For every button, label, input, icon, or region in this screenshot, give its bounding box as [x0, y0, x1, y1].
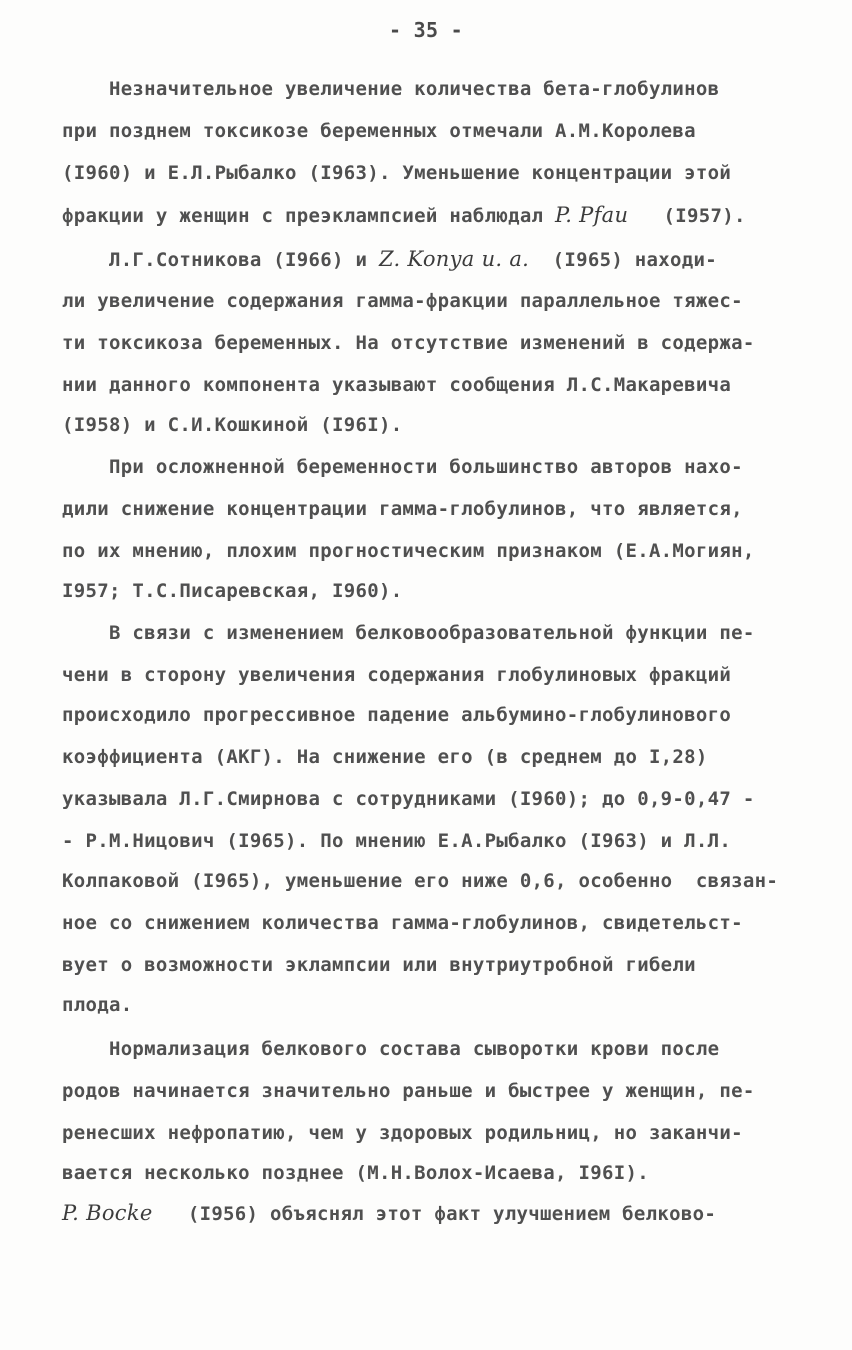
text-line: [62, 288, 743, 314]
line-text: указывала Л.Г.Смирнова с сотрудниками (I960); до 0,9-0,47 -: [62, 788, 755, 810]
line-text: - Р.М.Ницович (I965). По мнению Е.А.Рыбалко (I963) и Л.Л.: [62, 830, 732, 852]
text-line: [62, 246, 717, 272]
text-line: [62, 1036, 719, 1062]
text-line: [62, 620, 755, 646]
text-line: [62, 1120, 743, 1146]
line-text: дили снижение концентрации гамма-глобулинов, что является,: [62, 498, 743, 520]
line-text: В связи с изменением белковообразовательной функции пе-: [62, 622, 755, 644]
text-line: [62, 118, 696, 144]
text-line: [62, 412, 402, 438]
text-line: [62, 330, 755, 356]
text-line: [62, 1160, 649, 1186]
text-line: [62, 952, 696, 978]
text-line: [62, 702, 731, 728]
text-line: [62, 76, 719, 102]
line-text: ное со снижением количества гамма-глобулинов, свидетельст-: [62, 912, 743, 934]
text-line: [62, 160, 731, 186]
text-line: [62, 538, 755, 564]
handwritten-name: P. Pfau: [555, 203, 629, 227]
line-text: (I965) находи-: [529, 249, 717, 271]
text-line: [62, 910, 743, 936]
handwritten-name: P. Bocke: [62, 1201, 153, 1225]
line-text: ти токсикоза беременных. На отсутствие изменений в содержа-: [62, 332, 755, 354]
text-line: [62, 454, 743, 480]
text-line: [62, 372, 731, 398]
line-text: Нормализация белкового состава сыворотки крови после: [62, 1038, 720, 1060]
text-line: [62, 786, 755, 812]
line-text: I957; Т.С.Писаревская, I960).: [62, 580, 403, 602]
text-line: [62, 1200, 716, 1226]
text-line: [62, 202, 746, 228]
line-text: фракции у женщин с преэклампсией наблюдал: [62, 205, 556, 227]
line-text: родов начинается значительно раньше и быстрее у женщин, пе-: [62, 1080, 755, 1102]
line-text: плода.: [62, 994, 133, 1016]
text-line: [62, 992, 132, 1018]
line-text: вует о возможности эклампсии или внутриутробной гибели: [62, 954, 696, 976]
line-text: Колпаковой (I965), уменьшение его ниже 0,6, особенно связан-: [62, 870, 779, 892]
line-text: (I958) и С.И.Кошкиной (I96I).: [62, 414, 403, 436]
line-text: (I960) и Е.Л.Рыбалко (I963). Уменьшение концентрации этой: [62, 162, 732, 184]
line-text: по их мнению, плохим прогностическим признаком (Е.А.Могиян,: [62, 540, 755, 562]
text-line: [62, 578, 402, 604]
line-text: нии данного компонента указывают сообщения Л.С.Макаревича: [62, 374, 732, 396]
text-line: [62, 744, 708, 770]
text-line: [62, 662, 731, 688]
line-text: чени в сторону увеличения содержания глобулиновых фракций: [62, 664, 732, 686]
line-text: (I957).: [628, 205, 746, 227]
line-text: ренесших нефропатию, чем у здоровых родильниц, но заканчи-: [62, 1122, 743, 1144]
text-line: [62, 496, 743, 522]
line-text: (I956) объяснял этот факт улучшением белково-: [152, 1203, 717, 1225]
line-text: ли увеличение содержания гамма-фракции параллельное тяжес-: [62, 290, 743, 312]
line-text: вается несколько позднее (М.Н.Волох-Исаева, I96I).: [62, 1162, 649, 1184]
line-text: коэффициента (АКГ). На снижение его (в среднем до I,28): [62, 746, 708, 768]
line-text: происходило прогрессивное падение альбумино-глобулинового: [62, 704, 732, 726]
text-line: [62, 1078, 755, 1104]
line-text: при позднем токсикозе беременных отмечали А.М.Королева: [62, 120, 696, 142]
page-number: - 35 -: [388, 18, 464, 42]
line-text: При осложненной беременности большинство авторов нахо-: [62, 456, 743, 478]
text-line: [62, 868, 778, 894]
text-line: [62, 828, 731, 854]
line-text: Незначительное увеличение количества бета-глобулинов: [62, 78, 720, 100]
line-text: Л.Г.Сотникова (I966) и: [62, 249, 379, 271]
handwritten-name: Z. Konya u. a.: [378, 247, 530, 271]
